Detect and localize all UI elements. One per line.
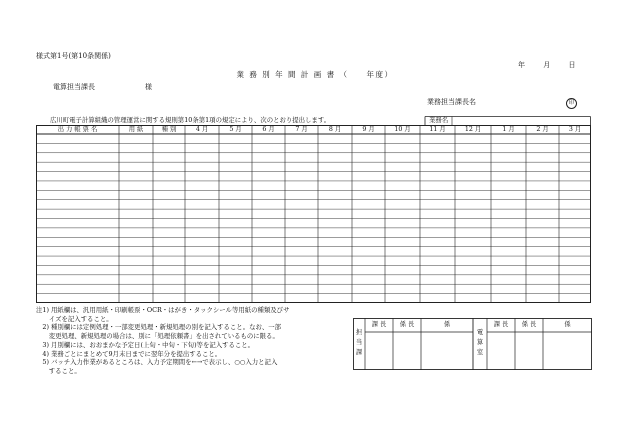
date-year-label: 年 <box>518 61 525 69</box>
table-header-cell: 8 月 <box>328 126 342 133</box>
table-header-cell: 6 月 <box>262 126 275 133</box>
table-header-cell: 10 月 <box>394 126 411 133</box>
business-name-label: 業務名 <box>429 116 449 124</box>
note-line: すること。 <box>36 366 81 375</box>
notes <box>36 306 289 376</box>
approval-group-char: 当 <box>355 339 363 346</box>
submitter-label: 業務担当課長名 <box>427 98 476 106</box>
note-line: 3) 月別欄には、おおまかな予定日(上旬・中旬・下旬)等を記入すること。 <box>36 340 255 349</box>
table-border <box>37 126 591 303</box>
table-header-cell: 9 月 <box>362 126 375 133</box>
table-header-cell: 種 別 <box>161 126 177 133</box>
approval-left-column-header: 係 <box>443 321 451 328</box>
approval-left-column-header: 課 長 <box>371 321 387 328</box>
note-line: 2) 種別欄には定例処理・一部変更処理・新規処理の別を記入すること。なお、一部 <box>36 323 282 332</box>
approval-left-group-label <box>354 328 364 358</box>
table-header-cell: 4 月 <box>195 126 209 133</box>
addressee-suffix: 様 <box>145 83 152 91</box>
approval-stamp-box <box>353 318 592 370</box>
note-line: 5) バッチ入力作業があるところは、入力予定期間を←→で表示し、○○入力と記入 <box>36 358 278 367</box>
date-day-label: 日 <box>568 61 576 69</box>
date-month-label: 月 <box>543 61 551 69</box>
intro-text: 広川町電子計算組織の管理運営に関する規則第10条第1項の規定により、次のとおり提出します。 <box>50 116 331 124</box>
plan-table <box>36 116 591 303</box>
table-header-cell: 12 月 <box>464 126 482 133</box>
table-header-cell: 7 月 <box>295 126 308 133</box>
plan-table-lines <box>36 116 591 303</box>
form-number: 様式第1号(第10条関係) <box>36 52 111 60</box>
approval-left-column-header: 係 長 <box>399 321 415 328</box>
approval-right-group-label <box>475 328 485 358</box>
table-header-cell: 5 月 <box>229 126 242 133</box>
note-line: 4) 業務ごとにまとめて9月末日までに翌年分を提出すること。 <box>36 349 222 358</box>
seal-mark: 印 <box>566 98 577 109</box>
approval-group-char: 算 <box>476 339 484 346</box>
approval-group-char: 室 <box>476 349 484 356</box>
note-line: 変更処理、新規処理の場合は、別に「処理依頼書」を出されているものに限る。 <box>36 332 279 341</box>
table-header-cell: 3 月 <box>568 126 582 133</box>
addressee: 電算担当課長 <box>53 83 95 91</box>
approval-group-char: 担 <box>355 329 363 336</box>
approval-right-column-header: 係 長 <box>521 321 537 328</box>
table-header-cell: 1 月 <box>502 126 515 133</box>
approval-group-char: 課 <box>355 349 363 356</box>
form-title: 業 務 別 年 間 計 画 書 （ 年度） <box>236 70 394 79</box>
table-header-cell: 11 月 <box>429 126 446 133</box>
approval-right-column-header: 課 長 <box>493 321 509 328</box>
approval-right-column-header: 係 <box>564 321 571 328</box>
table-header-cell: 出 力 帳 票 名 <box>57 126 98 133</box>
date-row <box>518 62 591 69</box>
note-line: イズを記入すること。 <box>36 314 113 323</box>
note-line: 注1) 用紙欄は、汎用用紙・印刷帳票・OCR・はがき・タックシール等用紙の種類及びサ <box>36 306 290 314</box>
table-header-cell: 用 紙 <box>128 126 144 133</box>
approval-group-char: 電 <box>476 329 484 336</box>
table-header-cell: 2 月 <box>536 126 549 133</box>
